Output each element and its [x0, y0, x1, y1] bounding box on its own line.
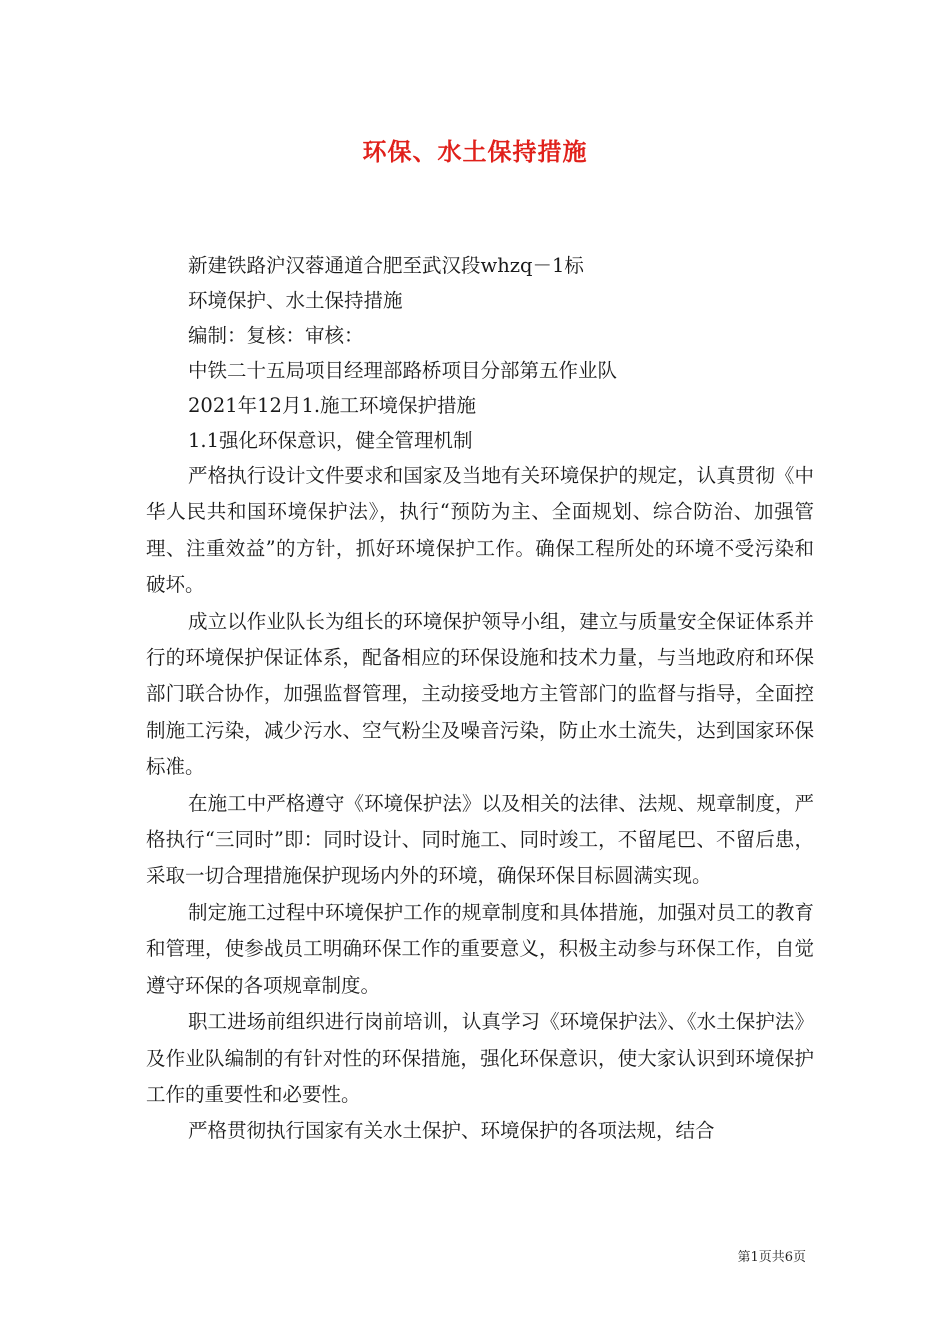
paragraph: 在施工中严格遵守《环境保护法》以及相关的法律、法规、规章制度，严格执行“三同时”即：同时设计、同时施工、同时竣工，不留尾巴、不留后患，采取一切合理措施保护现场内外的环境，确保环保目标圆满实现。 [146, 791, 814, 888]
editor-line: 编制：复核：审核： [188, 324, 364, 347]
document-title: 环保、水土保持措施 [362, 137, 588, 166]
document-body [146, 248, 814, 1150]
paragraph: 制定施工过程中环境保护工作的规章制度和具体措施，加强对员工的教育和管理，使参战员工明确环保工作的重要意义，积极主动参与环保工作，自觉遵守环保的各项规章制度。 [146, 900, 814, 997]
subtitle-line: 环境保护、水土保持措施 [188, 289, 403, 312]
paragraph: 职工进场前组织进行岗前培训，认真学习《环境保护法》、《水土保护法》及作业队编制的有针对性的环保措施，强化环保意识，使大家认识到环境保护工作的重要性和必要性。 [146, 1010, 814, 1106]
paragraph: 严格贯彻执行国家有关水土保护、环境保护的各项法规，结合 [188, 1119, 715, 1143]
section-heading: 1.1强化环保意识，健全管理机制 [188, 429, 473, 452]
paragraph: 严格执行设计文件要求和国家及当地有关环境保护的规定，认真贯彻《中华人民共和国环境保护法》，执行“预防为主、全面规划、综合防治、加强管理、注重效益”的方针，抓好环境保护工作。确保工程所处的环境不受污染和破坏。 [146, 464, 814, 597]
project-name-line: 新建铁路沪汉蓉通道合肥至武汉段whzq－1标 [188, 254, 584, 277]
organization-line: 中铁二十五局项目经理部路桥项目分部第五作业队 [188, 359, 618, 382]
date-section-line: 2021年12月1.施工环境保护措施 [188, 394, 477, 417]
page-number: 第1页共6页 [737, 1250, 806, 1265]
paragraph: 成立以作业队长为组长的环境保护领导小组，建立与质量安全保证体系并行的环境保护保证体系，配备相应的环保设施和技术力量，与当地政府和环保部门联合协作，加强监督管理，主动接受地方主管部门的监督与指导，全面控制施工污染，减少污水、空气粉尘及噪音污染，防止水土流失，达到国家环保标准。 [146, 609, 814, 779]
